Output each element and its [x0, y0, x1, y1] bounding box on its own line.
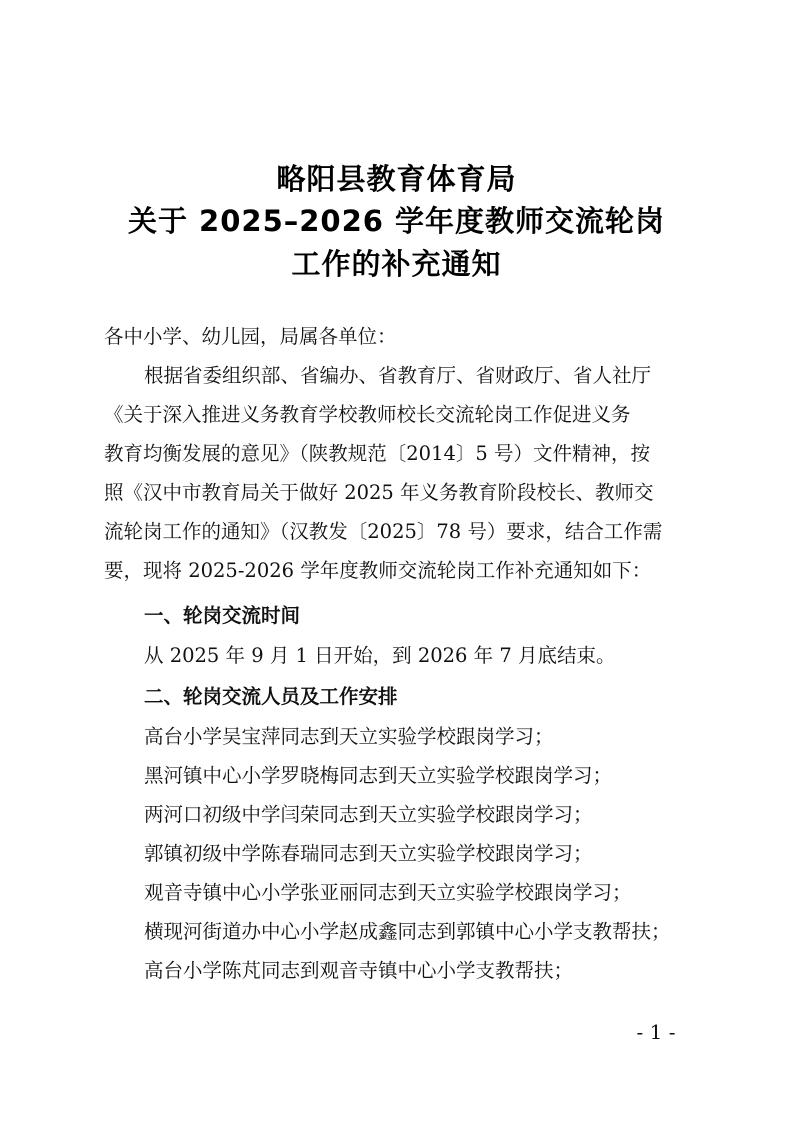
section-1-heading: 一、轮岗交流时间	[144, 604, 301, 627]
salutation: 各中小学、幼儿园，局属各单位：	[104, 325, 397, 348]
intro-line-3: 教育均衡发展的意见》（陕教规范〔2014〕5 号）文件精神，按	[104, 442, 650, 465]
arrangement-item: 横现河街道办中心小学赵成鑫同志到郭镇中心小学支教帮扶；	[144, 920, 671, 943]
arrangement-item: 黑河镇中心小学罗晓梅同志到天立实验学校跟岗学习；	[144, 764, 613, 787]
intro-line-4: 照《汉中市教育局关于做好 2025 年义务教育阶段校长、教师交	[104, 481, 654, 504]
section-1-text: 从 2025 年 9 月 1 日开始，到 2026 年 7 月底结束。	[144, 644, 616, 667]
document-title-line-2: 关于 2025–2026 学年度教师交流轮岗	[127, 204, 666, 238]
arrangement-item: 高台小学吴宝萍同志到天立实验学校跟岗学习；	[144, 725, 554, 748]
intro-line-6: 要，现将 2025-2026 学年度教师交流轮岗工作补充通知如下：	[104, 559, 652, 582]
arrangement-item: 观音寺镇中心小学张亚丽同志到天立实验学校跟岗学习；	[144, 881, 632, 904]
intro-line-2: 《关于深入推进义务教育学校教师校长交流轮岗工作促进义务	[104, 403, 631, 426]
intro-line-5: 流轮岗工作的通知》（汉教发〔2025〕78 号）要求，结合工作需	[104, 520, 663, 543]
document-title-line-3: 工作的补充通知	[291, 247, 502, 281]
document-title-line-1: 略阳县教育体育局	[276, 162, 517, 196]
arrangement-item: 郭镇初级中学陈春瑞同志到天立实验学校跟岗学习；	[144, 842, 593, 865]
section-2-heading: 二、轮岗交流人员及工作安排	[144, 685, 398, 708]
intro-line-1: 根据省委组织部、省编办、省教育厅、省财政厅、省人社厅	[144, 364, 652, 387]
arrangement-item: 高台小学陈芃同志到观音寺镇中心小学支教帮扶；	[144, 959, 574, 982]
arrangement-item: 两河口初级中学闫荣同志到天立实验学校跟岗学习；	[144, 803, 593, 826]
page-number: - 1 -	[636, 1020, 676, 1044]
